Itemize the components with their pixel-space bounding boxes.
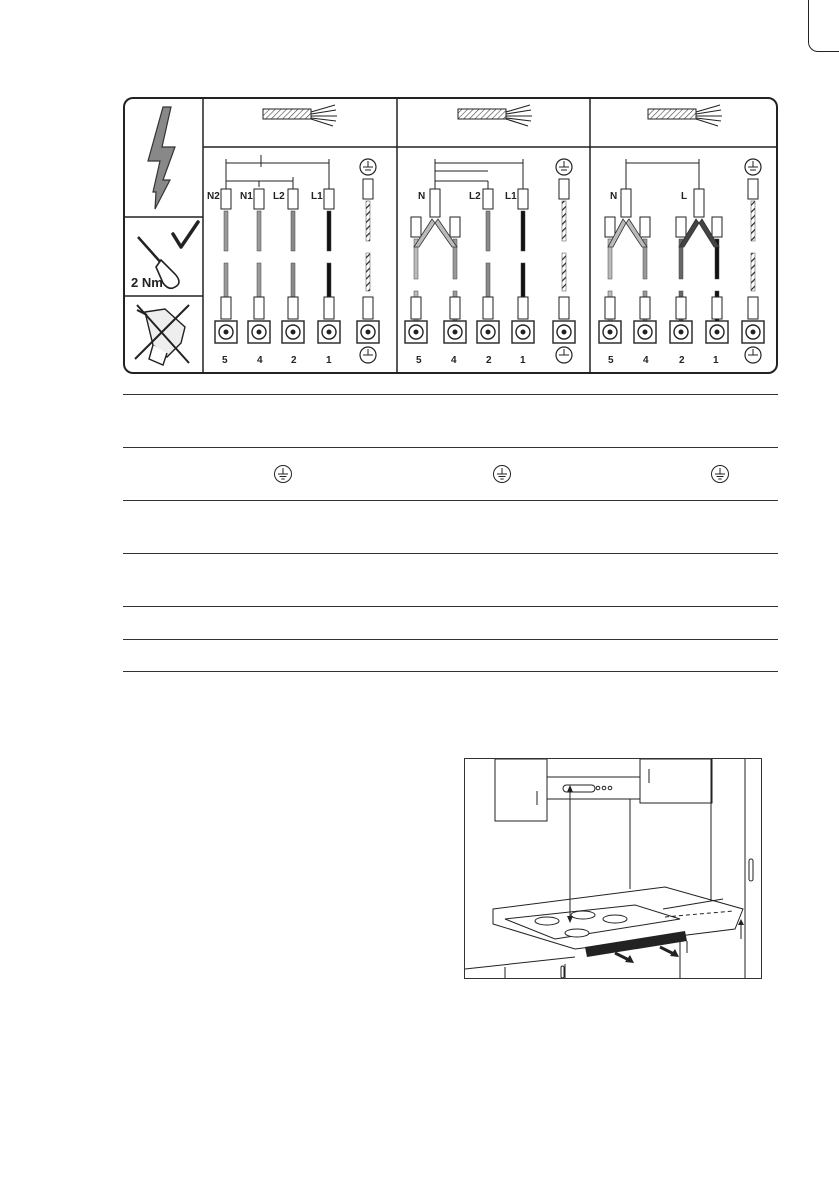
panel-b-terminal-1: 1 <box>520 355 526 366</box>
wire-ferrule-top <box>288 189 298 209</box>
table-row <box>123 606 778 639</box>
terminal-screw-center <box>679 330 684 335</box>
terminal-screw-center <box>291 330 296 335</box>
wire-lower <box>366 253 370 291</box>
wall-cabinet-left <box>495 759 547 821</box>
wire-upper <box>327 211 331 251</box>
wire-ferrule-top <box>559 179 569 199</box>
terminal-screw-center <box>643 330 648 335</box>
bridge-ferrule <box>430 189 440 217</box>
terminal-screw-center <box>486 330 491 335</box>
wiring-diagram <box>123 97 778 374</box>
wire-lower <box>257 263 261 301</box>
terminal-screw-center <box>608 330 613 335</box>
wire-upper <box>562 201 566 241</box>
terminal-screw-center <box>257 330 262 335</box>
panel-a-terminal-2: 2 <box>291 355 297 366</box>
table-row <box>123 394 778 447</box>
terminal-screw-center <box>751 330 756 335</box>
earth-ground-icon <box>700 448 740 500</box>
wire-upper <box>486 211 490 251</box>
terminal-screw-center <box>224 330 229 335</box>
panel-a-terminal-5: 5 <box>222 355 228 366</box>
panel-c-terminal-1: 1 <box>713 355 719 366</box>
wire-lower <box>751 253 755 291</box>
panel-c-terminal-5: 5 <box>608 355 614 366</box>
table-row-earth <box>123 447 778 500</box>
terminal-screw-center <box>453 330 458 335</box>
wire-lower <box>327 263 331 301</box>
wiring-diagram-svg <box>123 97 778 374</box>
wire-ferrule-bottom <box>363 297 373 319</box>
wire-ferrule-bottom <box>450 297 460 319</box>
bridge-ferrule <box>621 189 631 217</box>
panel-a-terminal-4: 4 <box>257 355 263 366</box>
terminal-screw-center <box>366 330 371 335</box>
hob-installation-illustration <box>464 758 762 979</box>
wire-lower <box>486 263 490 301</box>
wire-ferrule-bottom <box>221 297 231 319</box>
page-corner-bracket <box>808 0 839 52</box>
earth-ground-icon <box>263 448 303 500</box>
spec-table <box>123 394 778 672</box>
wire-ferrule-bottom <box>605 297 615 319</box>
wire-ferrule-top <box>640 217 650 237</box>
terminal-screw-center <box>327 330 332 335</box>
wall-cabinet-right <box>640 759 712 803</box>
panel-c-label-n: N <box>610 191 618 202</box>
wire-ferrule-bottom <box>748 297 758 319</box>
wire-ferrule-top <box>605 217 615 237</box>
panel-a-label-l2: L2 <box>273 191 285 202</box>
wire-ferrule-bottom <box>712 297 722 319</box>
panel-a-label-l1: L1 <box>311 191 323 202</box>
panel-c-terminal-2: 2 <box>679 355 685 366</box>
wire-ferrule-bottom <box>254 297 264 319</box>
wire-ferrule-top <box>221 189 231 209</box>
panel-b-terminal-5: 5 <box>416 355 422 366</box>
wire-upper <box>257 211 261 251</box>
panel-b-terminal-4: 4 <box>451 355 457 366</box>
panel-c-terminal-4: 4 <box>643 355 649 366</box>
earth-ground-icon <box>482 448 522 500</box>
wire-ferrule-top <box>411 217 421 237</box>
bridge-ferrule <box>694 189 704 217</box>
table-row <box>123 639 778 672</box>
wire-upper <box>291 211 295 251</box>
wire-lower <box>521 263 525 301</box>
wire-ferrule-top <box>254 189 264 209</box>
table-row <box>123 500 778 553</box>
terminal-screw-center <box>715 330 720 335</box>
wire-ferrule-top <box>450 217 460 237</box>
wire-ferrule-bottom <box>676 297 686 319</box>
table-row <box>123 553 778 606</box>
wire-ferrule-top <box>483 189 493 209</box>
wire-lower <box>224 263 228 301</box>
wire-ferrule-bottom <box>518 297 528 319</box>
wire-ferrule-top <box>748 179 758 199</box>
wire-upper <box>366 201 370 241</box>
terminal-screw-center <box>414 330 419 335</box>
wire-lower <box>562 253 566 291</box>
wire-lower <box>291 263 295 301</box>
terminal-screw-center <box>521 330 526 335</box>
panel-a-label-n2: N2 <box>207 191 220 202</box>
torque-label: 2 Nm <box>131 275 163 290</box>
panel-c-label-l: L <box>681 191 688 202</box>
wire-ferrule-bottom <box>559 297 569 319</box>
panel-b-label-l2: L2 <box>469 191 481 202</box>
wire-ferrule-top <box>712 217 722 237</box>
wire-ferrule-top <box>518 189 528 209</box>
wire-ferrule-bottom <box>324 297 334 319</box>
panel-a-label-n1: N1 <box>240 191 253 202</box>
wire-upper <box>521 211 525 251</box>
terminal-screw-center <box>562 330 567 335</box>
wire-ferrule-top <box>676 217 686 237</box>
panel-b-terminal-2: 2 <box>486 355 492 366</box>
wire-ferrule-bottom <box>640 297 650 319</box>
wire-ferrule-bottom <box>288 297 298 319</box>
wire-ferrule-top <box>324 189 334 209</box>
wire-upper <box>224 211 228 251</box>
panel-b-label-l1: L1 <box>505 191 517 202</box>
panel-b-label-n: N <box>418 191 426 202</box>
hob-installation-svg <box>465 759 762 979</box>
wire-upper <box>751 201 755 241</box>
wire-ferrule-top <box>363 179 373 199</box>
panel-a-terminal-1: 1 <box>326 355 332 366</box>
wire-ferrule-bottom <box>411 297 421 319</box>
wire-ferrule-bottom <box>483 297 493 319</box>
